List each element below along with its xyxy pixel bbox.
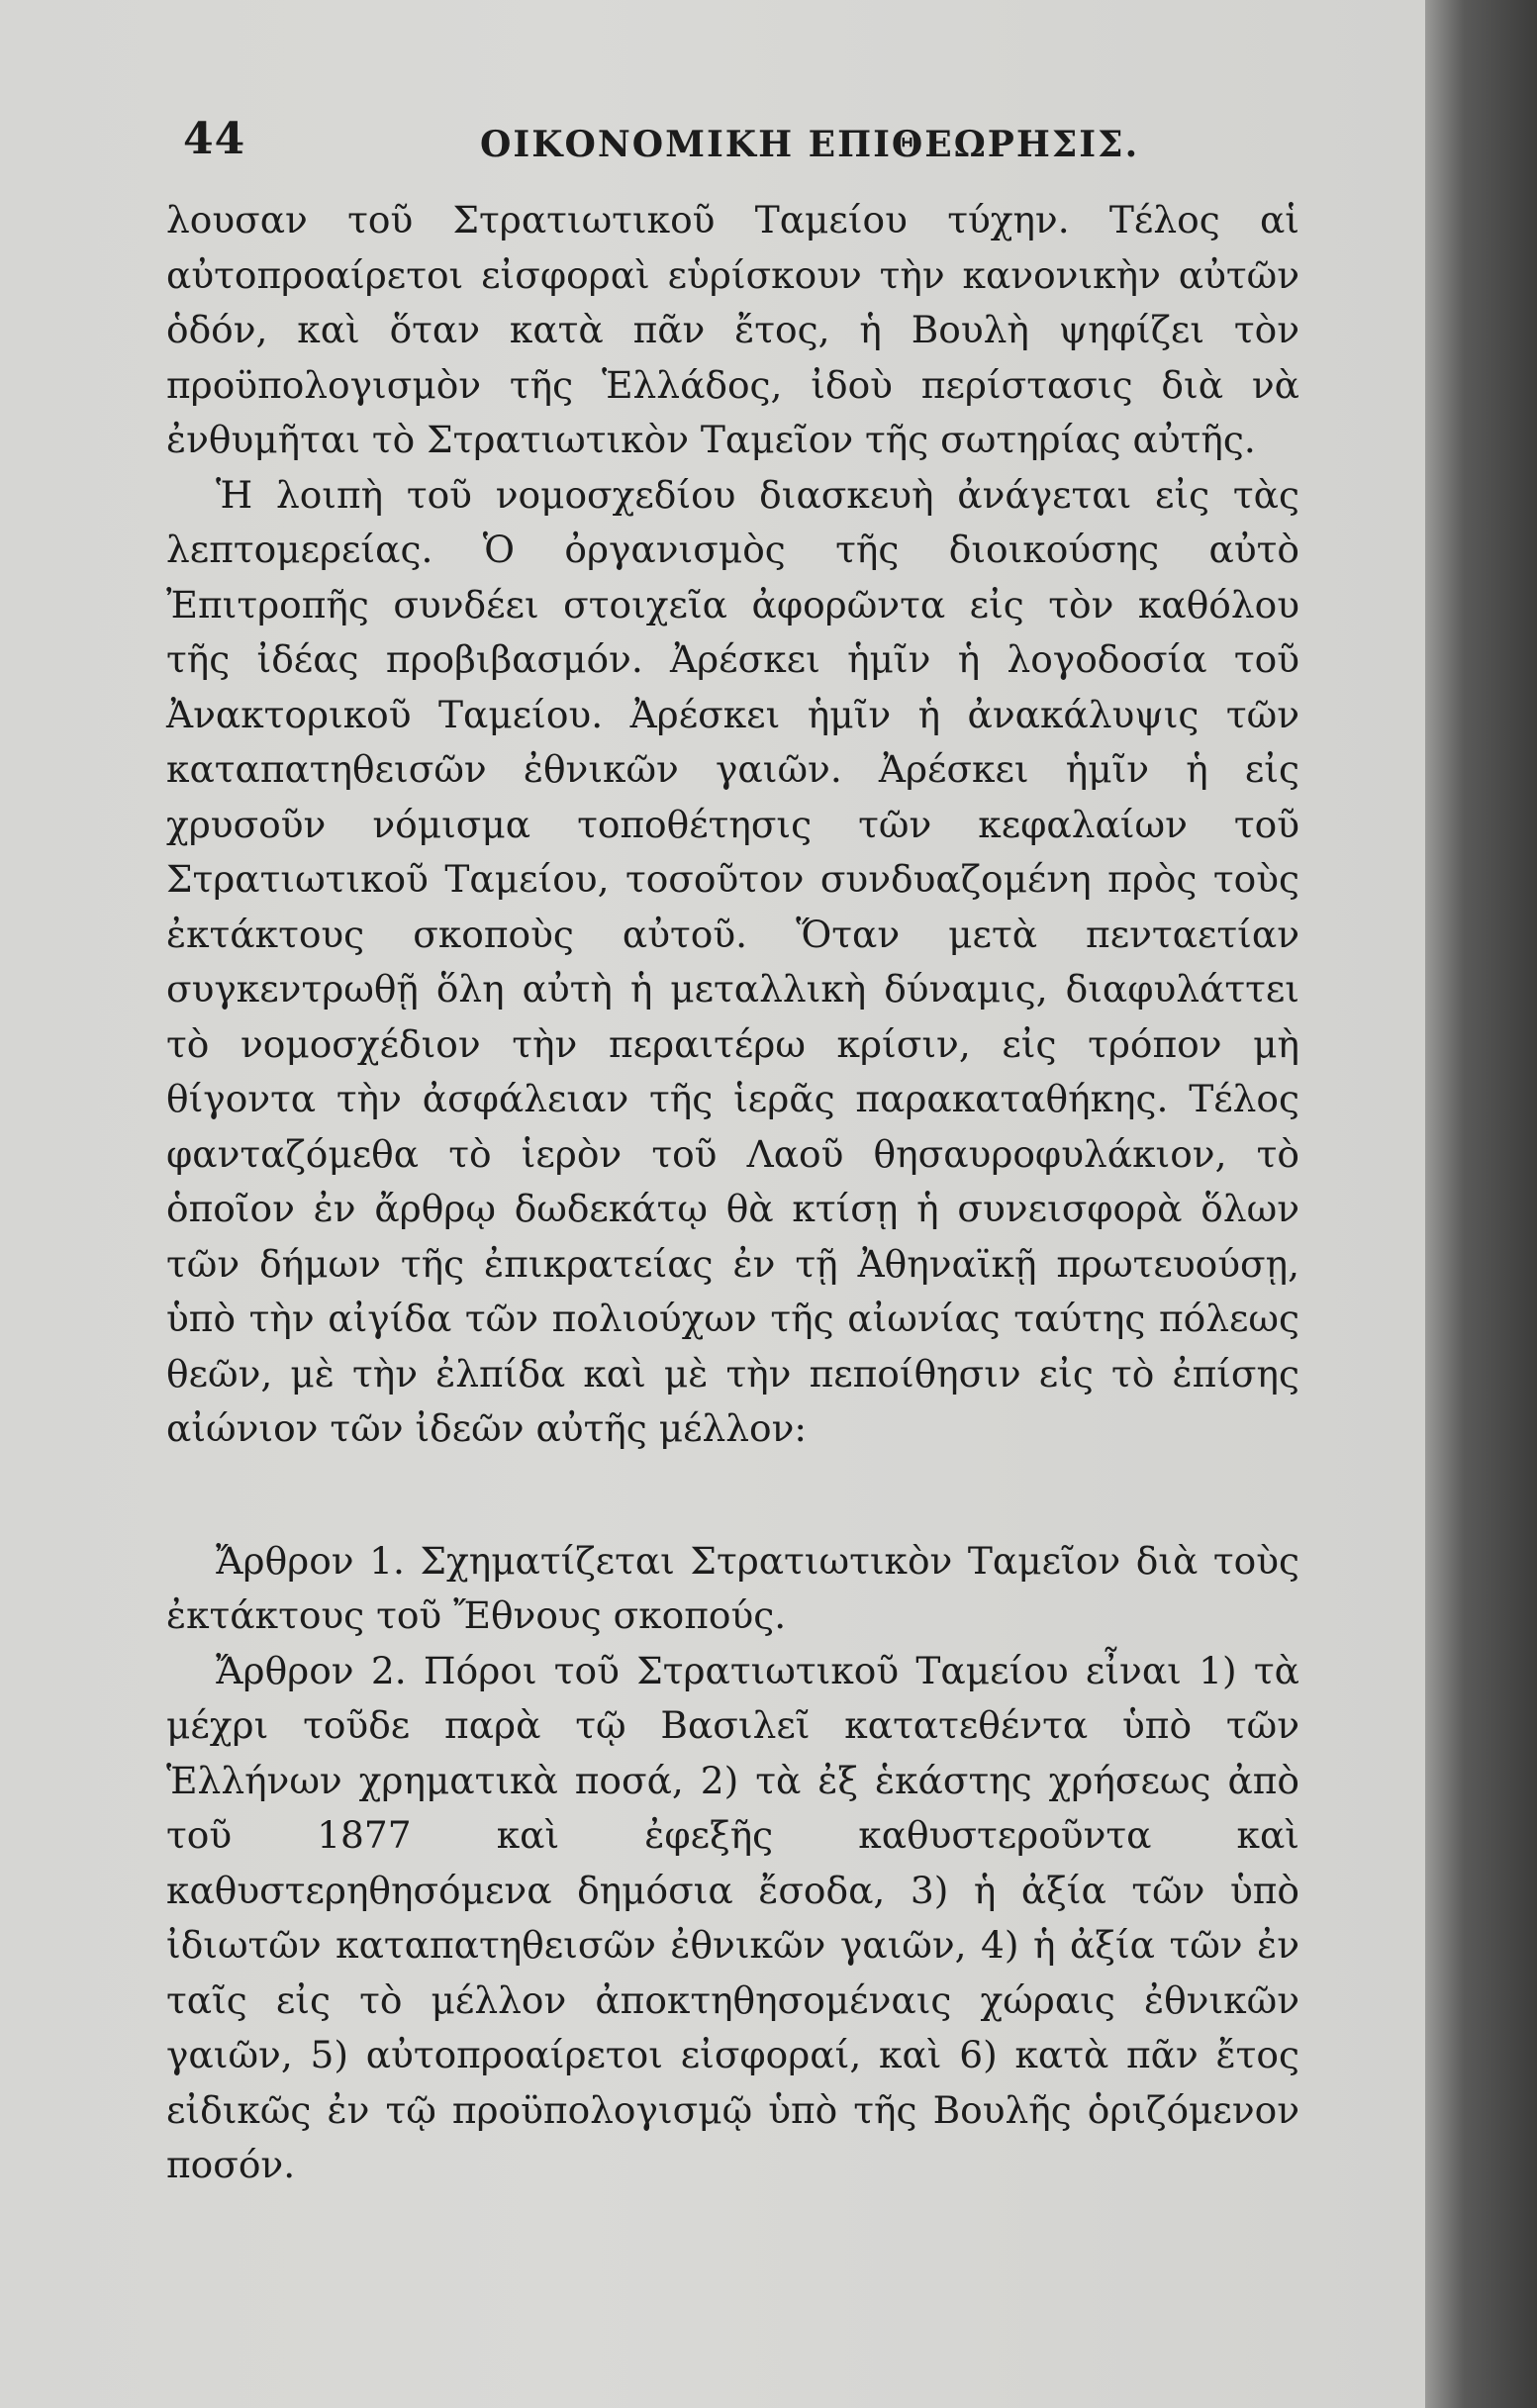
section-gap bbox=[166, 1457, 1299, 1534]
page-number: 44 bbox=[183, 114, 246, 164]
page-header bbox=[183, 114, 1292, 173]
paragraph-main: λουσαν τοῦ Στρατιωτικοῦ Ταμείου τύχην. Τέλος αἱ αὐτοπροαίρετοι εἰσφοραὶ εὑρίσκουν τὴν κανονικὴν αὐτῶν ὁδόν, καὶ ὅταν κατὰ πᾶν ἔτος, ἡ Βουλὴ ψηφίζει τὸν προϋπολογισμὸν τῆς Ἑλλάδος, ἰδοὺ περίστασις διὰ νὰ ἐνθυμῆται τὸ Στρατιωτικὸν Ταμεῖον τῆς σωτηρίας αὐτῆς. bbox=[166, 198, 1299, 461]
book-gutter bbox=[1425, 0, 1537, 2408]
body-text bbox=[166, 193, 1299, 2193]
running-title: ΟΙΚΟΝΟΜΙΚΗ ΕΠΙΘΕΩΡΗΣΙΣ. bbox=[480, 124, 1140, 165]
article-1: Ἄρθρον 1. Σχηματίζεται Στρατιωτικὸν Ταμεῖον διὰ τοὺς ἐκτάκτους τοῦ Ἔθνους σκοπούς. bbox=[166, 1538, 1299, 1637]
paragraph-second: Ἡ λοιπὴ τοῦ νομοσχεδίου διασκευὴ ἀνάγεται εἰς τὰς λεπτομερείας. Ὁ ὀργανισμὸς τῆς διοικούσης αὐτὸ Ἐπιτροπῆς συνδέει στοιχεῖα ἀφορῶντα εἰς τὸν καθόλου τῆς ἰδέας προβιβασμόν. Ἀρέσκει ἡμῖν ἡ λογοδοσία τοῦ Ἀνακτορικοῦ Ταμείου. Ἀρέσκει ἡμῖν ἡ ἀνακάλυψις τῶν καταπατηθεισῶν ἐθνικῶν γαιῶν. Ἀρέσκει ἡμῖν ἡ εἰς χρυσοῦν νόμισμα τοποθέτησις τῶν κεφαλαίων τοῦ Στρατιωτικοῦ Ταμείου, τοσοῦτον συνδυαζομένη πρὸς τοὺς ἐκτάκτους σκοποὺς αὐτοῦ. Ὅταν μετὰ πενταετίαν συγκεντρωθῇ ὅλη αὐτὴ ἡ μεταλλικὴ δύναμις, διαφυλάττει τὸ νομοσχέδιον τὴν περαιτέρω κρίσιν, εἰς τρόπον μὴ θίγοντα τὴν ἀσφάλειαν τῆς ἱερᾶς παρακαταθήκης. Τέλος φανταζόμεθα τὸ ἱερὸν τοῦ Λαοῦ θησαυροφυλάκιον, τὸ ὁποῖον ἐν ἄρθρῳ δωδεκάτῳ θὰ κτίσῃ ἡ συνεισφορὰ ὅλων τῶν δήμων τῆς ἐπικρατείας ἐν τῇ Ἀθηναϊκῇ πρωτευούσῃ, ὑπὸ τὴν αἰγίδα τῶν πολιούχων τῆς αἰωνίας ταύτης πόλεως θεῶν, μὲ τὴν ἐλπίδα καὶ μὲ τὴν πεποίθησιν εἰς τὸ ἐπίσης αἰώνιον τῶν ἰδεῶν αὐτῆς μέλλον: bbox=[166, 472, 1299, 1450]
article-2: Ἄρθρον 2. Πόροι τοῦ Στρατιωτικοῦ Ταμείου εἶναι 1) τὰ μέχρι τοῦδε παρὰ τῷ Βασιλεῖ κατατεθέντα ὑπὸ τῶν Ἑλλήνων χρηματικὰ ποσά, 2) τὰ ἐξ ἑκάστης χρήσεως ἀπὸ τοῦ 1877 καὶ ἐφεξῆς καθυστεροῦντα καὶ καθυστερηθησόμενα δημόσια ἔσοδα, 3) ἡ ἀξία τῶν ὑπὸ ἰδιωτῶν καταπατηθεισῶν ἐθνικῶν γαιῶν, 4) ἡ ἀξία τῶν ἐν ταῖς εἰς τὸ μέλλον ἀποκτηθησομέναις χώραις ἐθνικῶν γαιῶν, 5) αὐτοπροαίρετοι εἰσφοραί, καὶ 6) κατὰ πᾶν ἔτος εἰδικῶς ἐν τῷ προϋπολογισμῷ ὑπὸ τῆς Βουλῆς ὁριζόμενον ποσόν. bbox=[166, 1648, 1299, 2186]
